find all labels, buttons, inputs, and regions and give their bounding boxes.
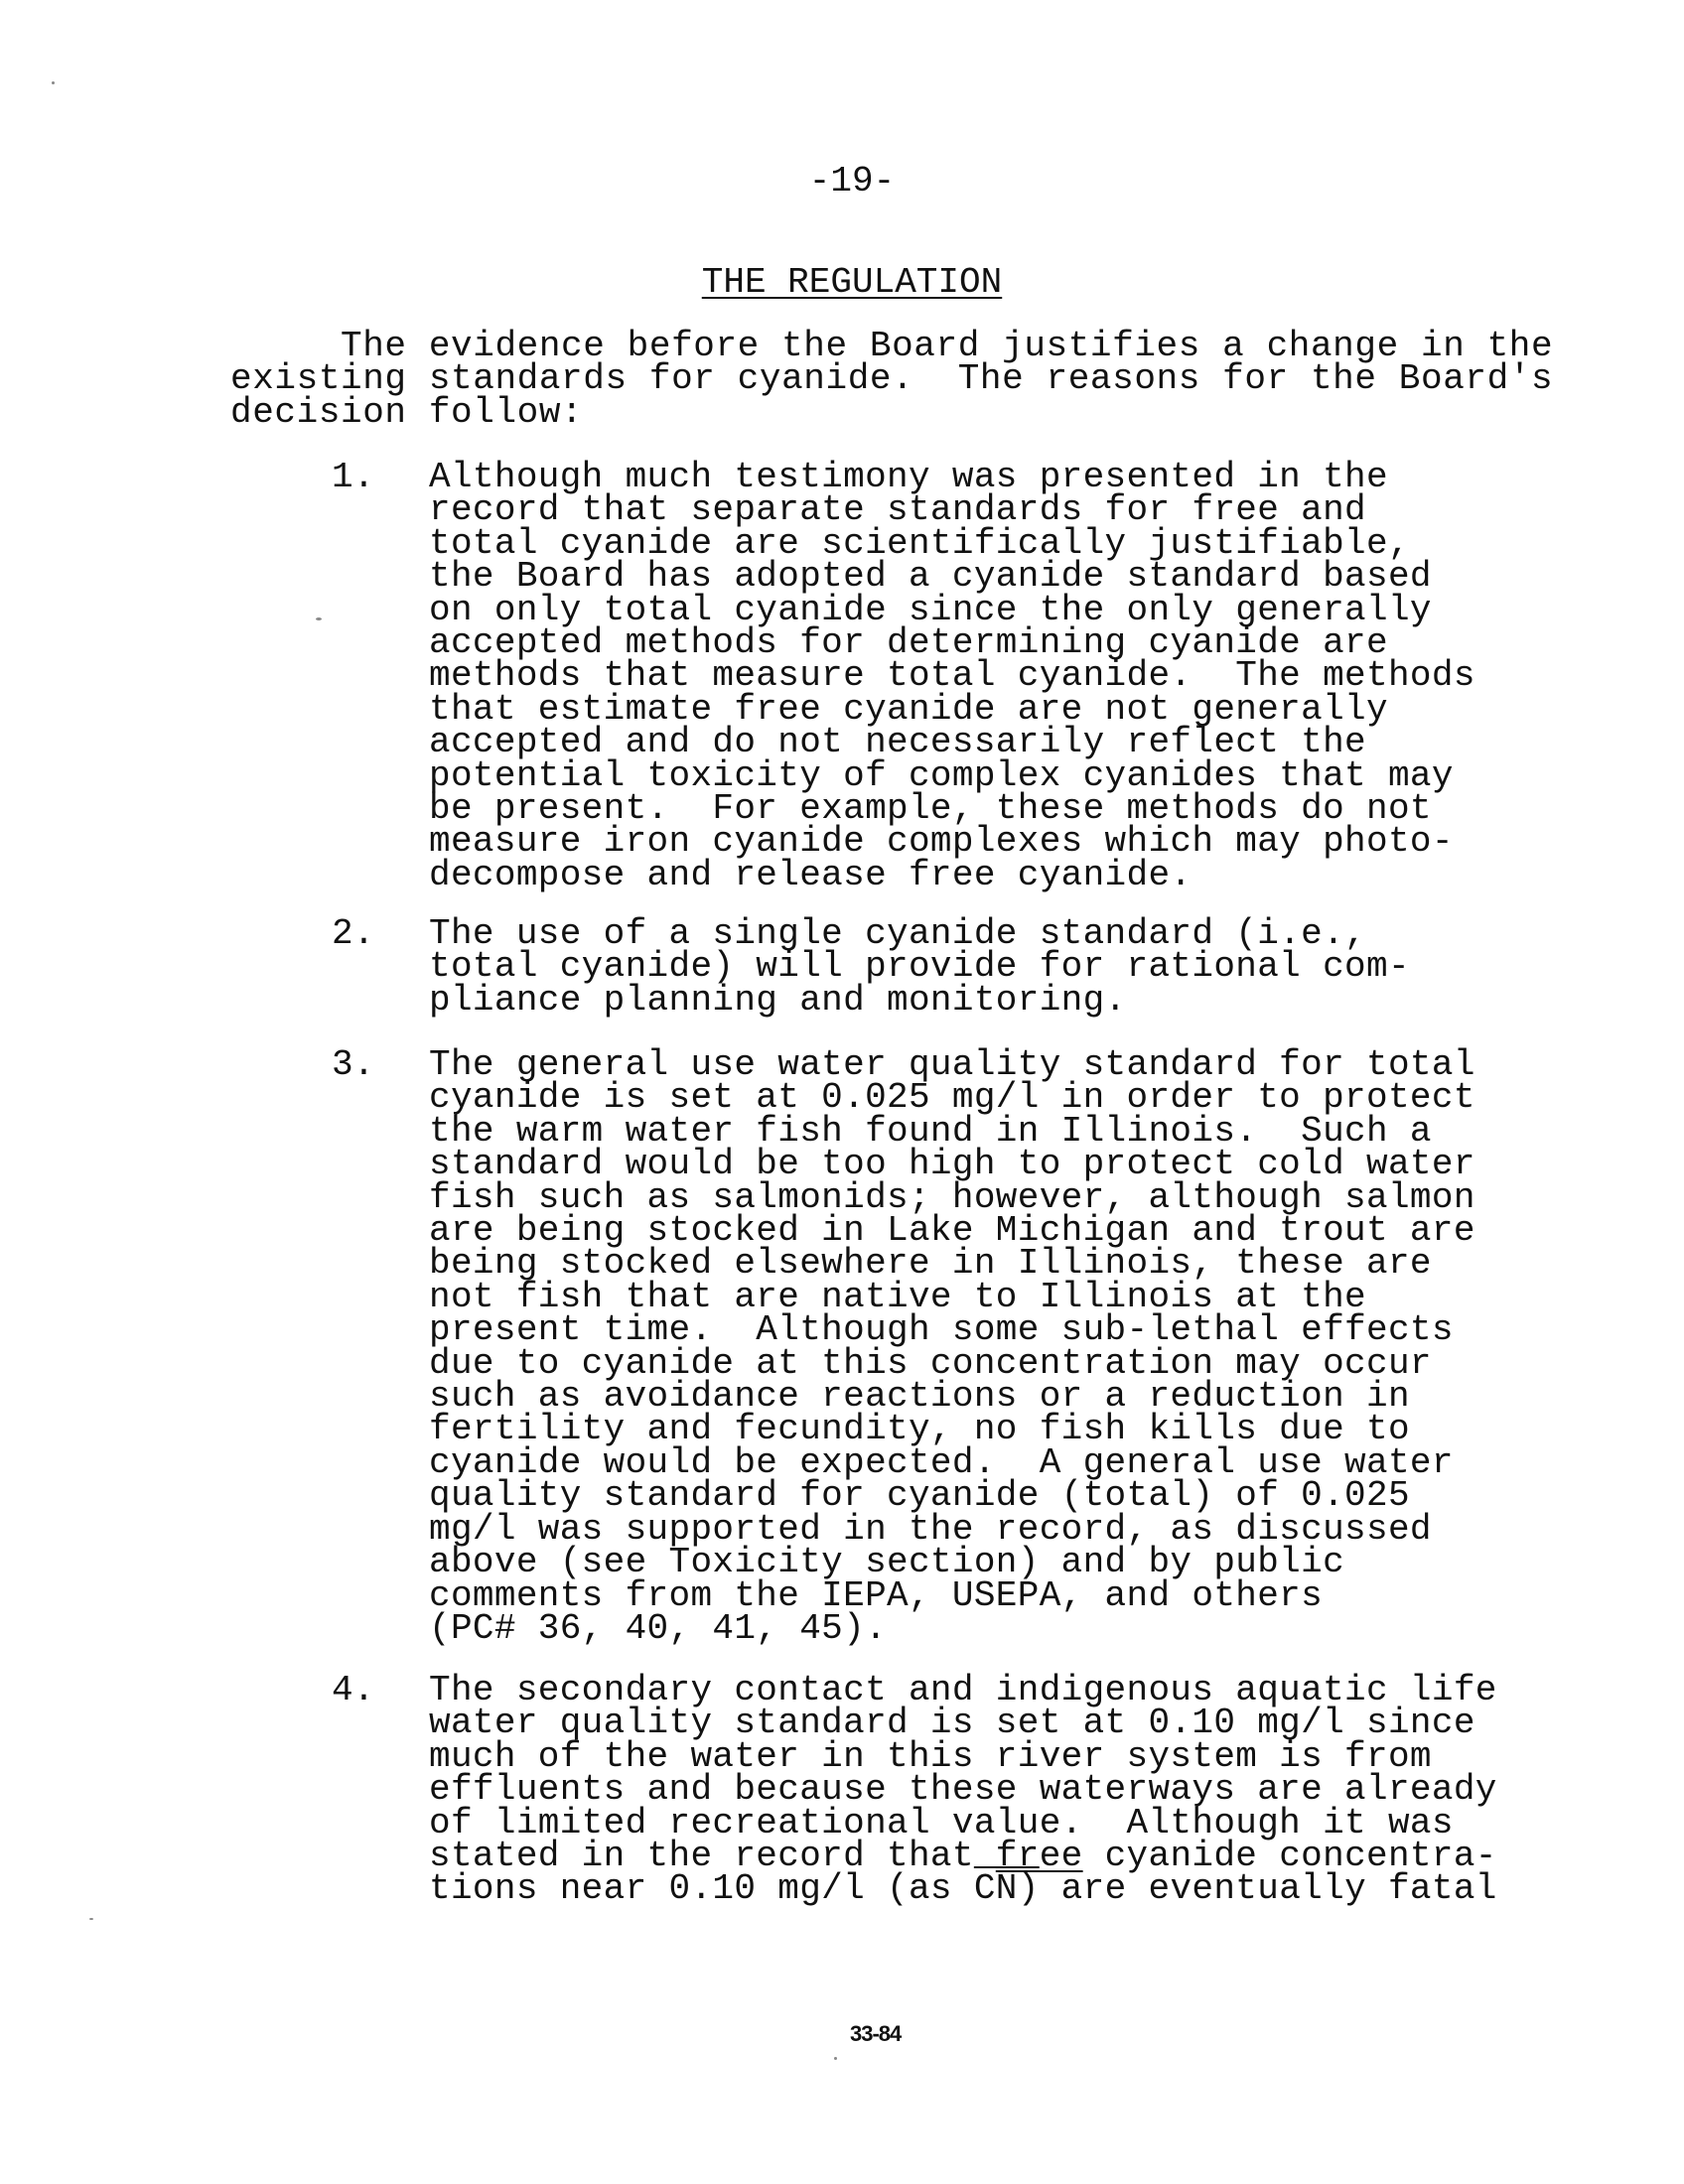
list-item-text [429, 1670, 1497, 1910]
list-item-number: 3. [332, 1044, 375, 1085]
list-item-text-part: are eventually fatal [1039, 1868, 1497, 1910]
list-item-text: The general use water quality standard for total cyanide is set at 0.025 mg/l in order to protect the warm water fish found in Illinois. Such a standard would be too high to protect cold water fish such as salmonids; however, although salmon are being stocked in Lake Michigan and trout are being stocked elsewhere in Illinois, these are not fish that are native to Illinois at the present time. Although some sub-lethal effects due to cyanide at this concentration may occur such as avoidance reactions or a reduction in fertility and fecundity, no fish kills due to cyanide would be expected. A general use water quality standard for cyanide (total) of 0.025 mg/l was supported in the record, as discussed above (see Toxicity section) and by public comments from the IEPA, USEPA, and others (PC# 36, 40, 41, 45). [429, 1044, 1475, 1649]
scan-speck [89, 1918, 93, 1920]
page-number: -19- [808, 161, 896, 202]
footer-stamp: 33-84 [850, 2021, 902, 2046]
list-item-text: Although much testimony was presented in the record that separate standards for free and total cyanide are scientifically justifiable, the Board has adopted a cyanide standard based on only total cyanide since the only generally accepted methods for determining cyanide are methods that measure total cyanide. The methods that estimate free cyanide are not generally accepted and do not necessarily reflect the potential toxicity of complex cyanides that may be present. For example, these methods do not measure iron cyanide complexes which may photo- decompose and release free cyanide. [429, 457, 1475, 895]
list-item-number: 4. [332, 1670, 375, 1710]
list-item-text-part: The secondary contact and indigenous aquatic life water quality standard is set at 0.10 mg/l since much of the water in this river system is from effluents and because these waterways are already of limited recreational value. Although it was stated in the record that [429, 1670, 1497, 1877]
list-item-number: 2. [332, 913, 375, 954]
section-title-text: THE REGULATION [701, 262, 1003, 303]
overlined-word: CN) [973, 1868, 1040, 1910]
scan-speck [316, 617, 322, 620]
section-title [0, 262, 1684, 303]
list-item-text: The use of a single cyanide standard (i.e., total cyanide) will provide for rational com- pliance planning and monitoring. [429, 913, 1410, 1021]
list-item-text-part: cyanide concentra- tions near 0.10 mg/l (as [429, 1836, 1497, 1910]
list-item-number: 1. [332, 457, 375, 497]
scan-speck [52, 81, 55, 84]
scan-speck [834, 2057, 837, 2060]
intro-paragraph: The evidence before the Board justifies a change in the existing standards for cyanide. The reasons for the Board's decision follow: [230, 326, 1554, 433]
underlined-word: free [995, 1836, 1083, 1877]
